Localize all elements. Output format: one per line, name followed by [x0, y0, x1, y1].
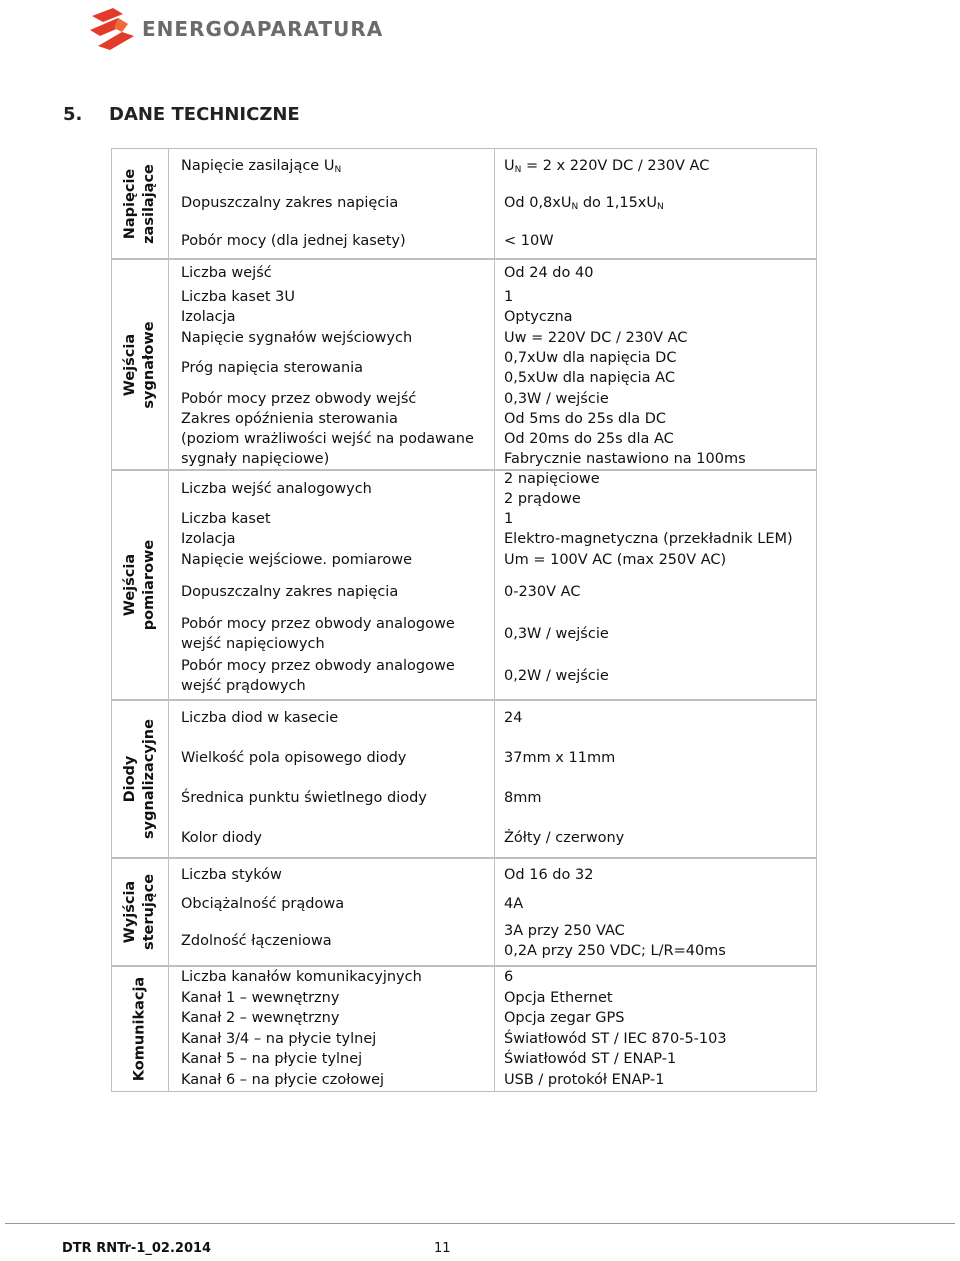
section-label: [111, 470, 169, 700]
row-label: Pobór mocy przez obwody wejść: [181, 391, 417, 407]
row-label: Pobór mocy (dla jednej kasety): [181, 233, 406, 249]
row-value: 0-230V AC: [504, 584, 581, 600]
row-value: 0,7xUw dla napięcia DC: [504, 350, 677, 366]
row-value: 24: [504, 710, 523, 726]
row-value: Opcja Ethernet: [504, 990, 613, 1006]
brand-name: ENERGOAPARATURA: [142, 17, 384, 41]
row-value: 1: [504, 289, 514, 305]
row-value: 2 prądowe: [504, 491, 581, 507]
section-label-line: Wyjścia: [122, 880, 138, 944]
row-value: Światłowód ST / IEC 870-5-103: [504, 1031, 727, 1047]
row-value: 8mm: [504, 790, 542, 806]
section-heading: [63, 104, 300, 125]
section-label-line: sygnalizacyjne: [141, 719, 157, 839]
row-value: < 10W: [504, 233, 554, 249]
row-label: Kanał 6 – na płycie czołowej: [181, 1072, 385, 1088]
section-label: [111, 966, 169, 1092]
row-value: Opcja zegar GPS: [504, 1010, 625, 1026]
footer-divider: [5, 1223, 955, 1224]
row-value: Elektro-magnetyczna (przekładnik LEM): [504, 531, 793, 547]
row-value: $U_N = 2$ x 220V DC / 230V AC: [504, 158, 710, 175]
row-value: USB / protokół ENAP-1: [504, 1072, 665, 1088]
section-label: [111, 700, 169, 858]
row-value: Um = 100V AC (max 250V AC): [504, 552, 727, 568]
row-label: Kanał 1 – wewnętrzny: [181, 990, 340, 1006]
section-label-line: sygnałowe: [141, 320, 157, 409]
section-label: [111, 858, 169, 966]
row-value: Od $0,8xU_N$ do $1,15xU_N$: [504, 195, 664, 212]
row-value: 0,3W / wejście: [504, 626, 609, 642]
row-label: Liczba kanałów komunikacyjnych: [181, 969, 422, 985]
row-label: Napięcie wejściowe. pomiarowe: [181, 552, 413, 568]
section-wejscia-pomiarowe: [111, 470, 817, 700]
row-label: Izolacja: [181, 309, 236, 325]
section-title: DANE TECHNICZNE: [109, 104, 300, 125]
section-label-line: Komunikacja: [131, 976, 148, 1082]
row-label: Liczba wejść: [181, 265, 272, 281]
energoaparatura-logo-icon: [88, 6, 138, 52]
row-label: sygnały napięciowe): [181, 451, 330, 467]
row-label: Obciążalność prądowa: [181, 896, 345, 912]
row-value: 37mm x 11mm: [504, 750, 616, 766]
section-label-line: sterujące: [141, 873, 157, 951]
section-label-line: Diody: [122, 755, 138, 803]
row-label: wejść napięciowych: [181, 636, 325, 652]
row-value: 2 napięciowe: [504, 471, 600, 487]
row-label: Napięcie zasilające $U_N$: [181, 158, 342, 175]
section-wejscia-sygnalowe: [111, 259, 817, 470]
row-label: Liczba kaset 3U: [181, 289, 296, 305]
row-value: Uw = 220V DC / 230V AC: [504, 330, 688, 346]
row-value: Od 24 do 40: [504, 265, 594, 281]
row-label: Zdolność łączeniowa: [181, 933, 332, 949]
row-label: Zakres opóźnienia sterowania: [181, 411, 398, 427]
section-napiecie-zasilajace: [111, 148, 817, 259]
section-wyjscia-sterujace: [111, 858, 817, 966]
section-label: [111, 148, 169, 259]
row-label: Kanał 3/4 – na płycie tylnej: [181, 1031, 377, 1047]
row-value: Fabrycznie nastawiono na 100ms: [504, 451, 746, 467]
row-value: Żółty / czerwony: [504, 830, 625, 846]
row-label: Napięcie sygnałów wejściowych: [181, 330, 413, 346]
row-label: Izolacja: [181, 531, 236, 547]
row-label: Liczba wejść analogowych: [181, 481, 372, 497]
row-label: Kolor diody: [181, 830, 263, 846]
section-label-line: pomiarowe: [141, 539, 157, 631]
section-komunikacja: [111, 966, 817, 1092]
row-label: Liczba styków: [181, 867, 282, 883]
row-label: Wielkość pola opisowego diody: [181, 750, 407, 766]
row-label: Pobór mocy przez obwody analogowe: [181, 658, 455, 674]
row-value: 4A: [504, 896, 524, 912]
section-label: [111, 259, 169, 470]
row-value: Od 5ms do 25s dla DC: [504, 411, 667, 427]
section-label-line: Napięcie: [122, 168, 138, 239]
section-label-line: zasilające: [141, 163, 157, 244]
footer-page-number: 11: [434, 1241, 451, 1256]
row-value: 0,5xUw dla napięcia AC: [504, 370, 675, 386]
row-value: Od 16 do 32: [504, 867, 594, 883]
section-label-line: Wejścia: [122, 333, 138, 396]
row-value: 0,3W / wejście: [504, 391, 609, 407]
row-label: Dopuszczalny zakres napięcia: [181, 584, 399, 600]
row-label: (poziom wrażliwości wejść na podawane: [181, 431, 474, 447]
row-value: Optyczna: [504, 309, 573, 325]
section-number: 5.: [63, 104, 83, 125]
footer-document-id: DTR RNTr-1_02.2014: [62, 1241, 212, 1256]
row-label: Kanał 2 – wewnętrzny: [181, 1010, 340, 1026]
row-value: 0,2A przy 250 VDC; L/R=40ms: [504, 943, 726, 959]
row-label: Dopuszczalny zakres napięcia: [181, 195, 399, 211]
row-value: 1: [504, 511, 514, 527]
row-label: Liczba diod w kasecie: [181, 710, 339, 726]
row-value: Światłowód ST / ENAP-1: [504, 1051, 677, 1067]
row-value: Od 20ms do 25s dla AC: [504, 431, 674, 447]
row-label: Pobór mocy przez obwody analogowe: [181, 616, 455, 632]
row-value: 6: [504, 969, 514, 985]
row-label: wejść prądowych: [181, 678, 306, 694]
row-label: Próg napięcia sterowania: [181, 360, 364, 376]
row-label: Średnica punktu świetlnego diody: [181, 790, 427, 806]
row-value: 3A przy 250 VAC: [504, 923, 625, 939]
section-label-line: Wejścia: [122, 553, 138, 617]
row-label: Kanał 5 – na płycie tylnej: [181, 1051, 363, 1067]
row-value: 0,2W / wejście: [504, 668, 609, 684]
row-label: Liczba kaset: [181, 511, 271, 527]
section-diody-sygnalizacyjne: [111, 700, 817, 858]
